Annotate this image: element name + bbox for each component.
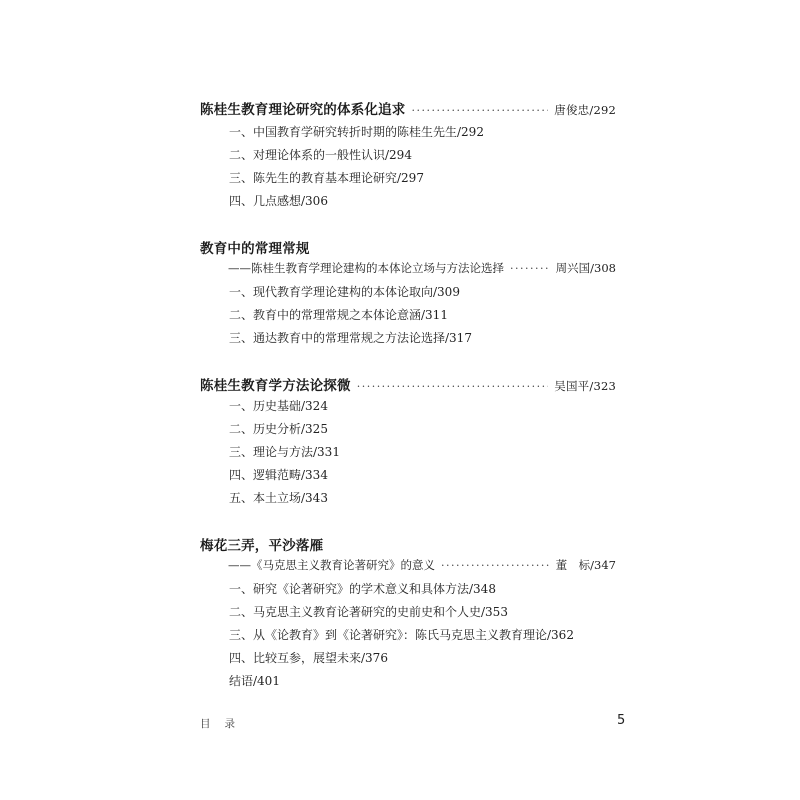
toc-entry-title[interactable] (200, 237, 616, 257)
toc-item[interactable]: 三、陈先生的教育基本理论研究/297 (229, 171, 424, 185)
toc-item[interactable]: 一、研究《论著研究》的学术意义和具体方法/348 (229, 582, 496, 596)
entry-title-text: 教育中的常理常规 (200, 241, 310, 257)
toc-item[interactable]: 四、几点感想/306 (229, 194, 328, 208)
entry-title-text: 梅花三弄，平沙落雁 (200, 538, 324, 554)
entry-author-page: 唐俊忠/292 (554, 103, 616, 117)
toc-item[interactable]: 二、马克思主义教育论著研究的史前史和个人史/353 (229, 605, 508, 619)
toc-item[interactable]: 四、比较互参，展望未来/376 (229, 651, 388, 665)
toc-item[interactable]: 一、现代教育学理论建构的本体论取向/309 (229, 285, 460, 299)
toc-item[interactable]: 一、中国教育学研究转折时期的陈桂生先生/292 (229, 125, 484, 139)
entry-author-page: 董 标/347 (555, 558, 616, 572)
toc-item[interactable]: 三、通达教育中的常理常规之方法论选择/317 (229, 331, 472, 345)
toc-entry-title[interactable] (200, 534, 616, 554)
toc-item[interactable]: 四、逻辑范畴/334 (229, 468, 328, 482)
dot-leader (412, 104, 549, 117)
toc-item[interactable]: 三、从《论教育》到《论著研究》：陈氏马克思主义教育理论/362 (229, 628, 574, 642)
page-number: 5 (617, 713, 626, 728)
toc-item[interactable]: 一、历史基础/324 (229, 399, 328, 413)
dot-leader (510, 262, 550, 275)
entry-subtitle-text: ——陈桂生教育学理论建构的本体论立场与方法论选择 (228, 261, 504, 275)
dot-leader (357, 380, 549, 393)
toc-item[interactable]: 五、本土立场/343 (229, 491, 328, 505)
entry-title-text: 陈桂生教育理论研究的体系化追求 (200, 102, 406, 118)
toc-entry-subtitle[interactable] (228, 557, 616, 573)
toc-item[interactable]: 二、对理论体系的一般性认识/294 (229, 148, 412, 162)
entry-title-text: 陈桂生教育学方法论探微 (200, 378, 351, 394)
toc-entry-title[interactable] (200, 374, 616, 394)
toc-item[interactable]: 二、历史分析/325 (229, 422, 328, 436)
dot-leader (441, 559, 550, 572)
toc-entry-title[interactable] (200, 98, 616, 118)
toc-item[interactable]: 二、教育中的常理常规之本体论意涵/311 (229, 308, 448, 322)
entry-author-page: 吴国平/323 (554, 379, 616, 393)
toc-item[interactable]: 结语/401 (229, 674, 280, 688)
toc-entry-subtitle[interactable] (228, 260, 616, 276)
entry-author-page: 周兴国/308 (555, 261, 616, 275)
toc-item[interactable]: 三、理论与方法/331 (229, 445, 340, 459)
footer-running-head: 目录 (200, 718, 249, 730)
entry-subtitle-text: ——《马克思主义教育论著研究》的意义 (228, 558, 435, 572)
